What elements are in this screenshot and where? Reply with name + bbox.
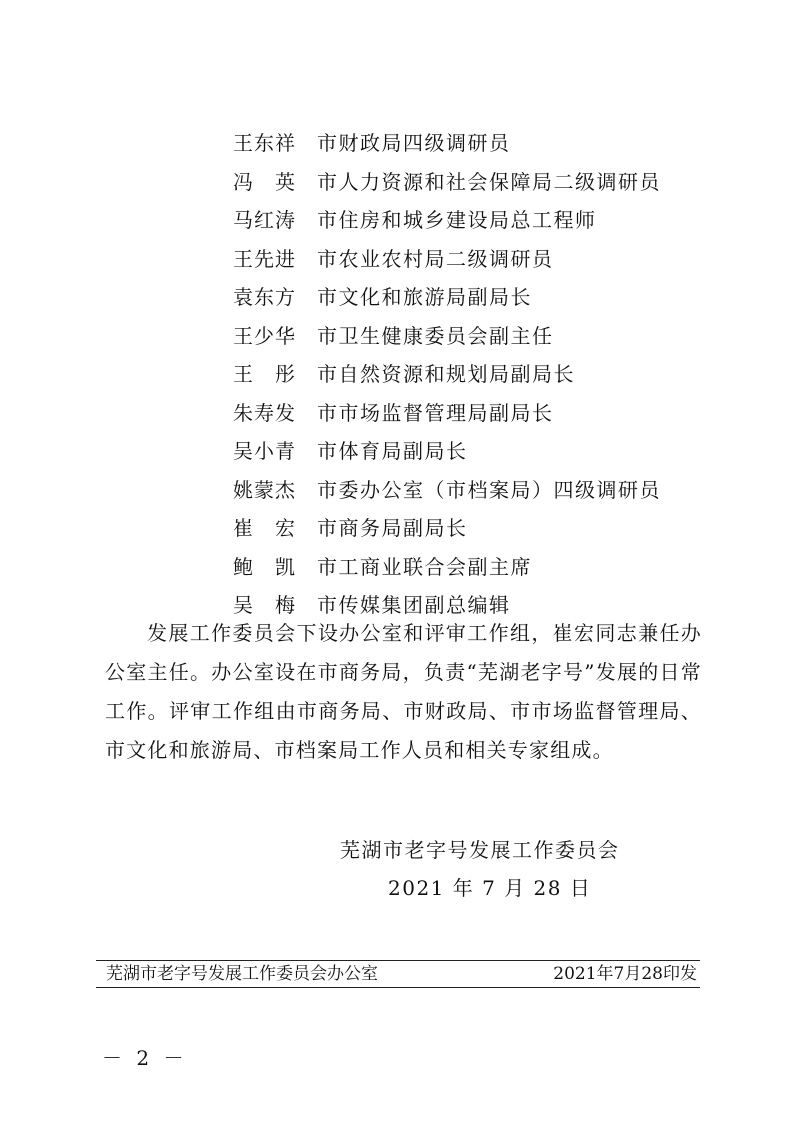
member-row xyxy=(233,548,661,587)
member-name: 吴 梅 xyxy=(233,593,296,617)
member-title: 市财政局四级调研员 xyxy=(317,131,511,155)
member-row xyxy=(233,509,661,548)
body-paragraph: 发展工作委员会下设办公室和评审工作组，崔宏同志兼任办公室主任。办公室设在市商务局，负责“芜湖老字号”发展的日常工作。评审工作组由市商务局、市财政局、市市场监督管理局、市文化和旅游局、市档案局工作人员和相关专家组成。 xyxy=(105,621,702,762)
member-name: 王 彤 xyxy=(233,362,296,386)
member-title: 市工商业联合会副主席 xyxy=(317,554,532,579)
member-title: 市自然资源和规划局副局长 xyxy=(317,362,575,386)
member-title: 市体育局副局长 xyxy=(317,439,468,463)
member-name: 袁东方 xyxy=(233,285,296,309)
member-title: 市人力资源和社会保障局二级调研员 xyxy=(317,169,661,194)
member-row xyxy=(233,163,661,202)
member-name: 吴小青 xyxy=(233,439,296,463)
member-title: 市商务局副局长 xyxy=(317,516,468,540)
member-row xyxy=(233,394,661,433)
member-name: 崔 宏 xyxy=(233,516,296,540)
member-title: 市传媒集团副总编辑 xyxy=(317,593,511,617)
member-row xyxy=(233,355,661,394)
member-name: 马红涛 xyxy=(233,208,296,232)
footer-issue-date: 2021年7月28印发 xyxy=(553,964,697,984)
page-number: － 2 － xyxy=(102,1046,188,1070)
member-title: 市市场监督管理局副局长 xyxy=(317,400,554,425)
footer-top-rule xyxy=(96,960,700,961)
member-row xyxy=(233,471,661,510)
member-row xyxy=(233,317,661,356)
member-name: 王少华 xyxy=(233,323,296,348)
member-title: 市文化和旅游局副局长 xyxy=(317,285,532,309)
member-row xyxy=(233,278,661,317)
member-list xyxy=(233,124,661,625)
member-name: 冯 英 xyxy=(233,169,296,194)
footer-bottom-rule xyxy=(96,987,700,988)
member-name: 王先进 xyxy=(233,246,296,271)
member-name: 鲍 凯 xyxy=(233,554,296,579)
signature-date: 2021 年 7 月 28 日 xyxy=(388,876,592,900)
member-row xyxy=(233,432,661,471)
signature-organization: 芜湖市老字号发展工作委员会 xyxy=(340,838,620,862)
footer-issuer: 芜湖市老字号发展工作委员会办公室 xyxy=(106,964,378,984)
member-title: 市卫生健康委员会副主任 xyxy=(317,323,554,348)
member-row xyxy=(233,201,661,240)
member-name: 朱寿发 xyxy=(233,400,296,425)
member-title: 市委办公室（市档案局）四级调研员 xyxy=(317,477,661,502)
member-name: 王东祥 xyxy=(233,131,296,155)
member-title: 市住房和城乡建设局总工程师 xyxy=(317,208,597,232)
member-title: 市农业农村局二级调研员 xyxy=(317,246,554,271)
member-row xyxy=(233,240,661,279)
member-name: 姚蒙杰 xyxy=(233,477,296,502)
member-row xyxy=(233,124,661,163)
